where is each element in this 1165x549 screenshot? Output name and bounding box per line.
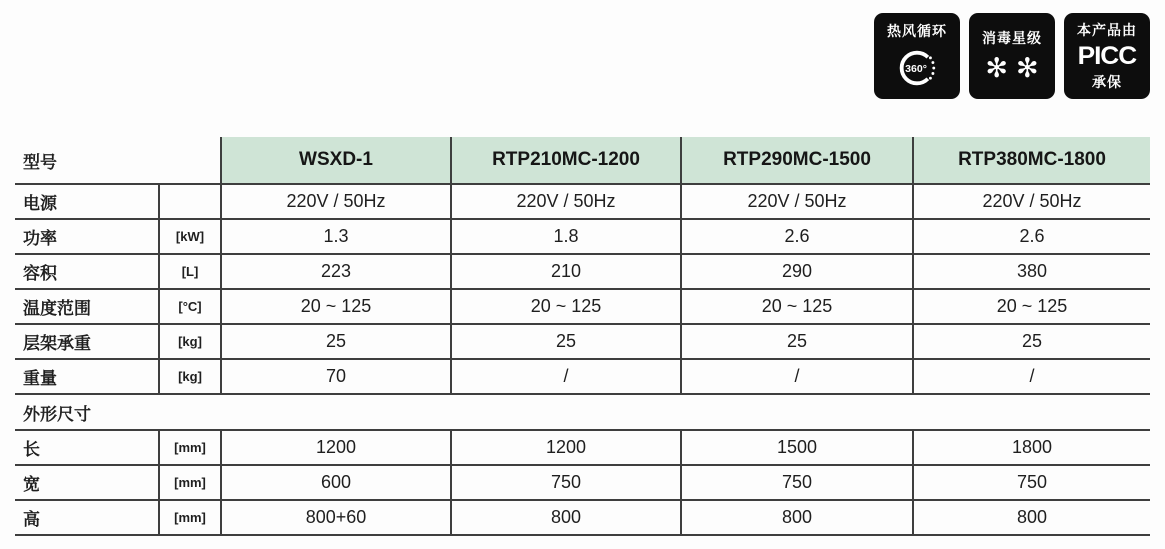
row-unit: [mm] (158, 431, 220, 464)
table-row-shelf-load (15, 325, 1150, 360)
row-label: 长 (23, 440, 40, 459)
360-degree-icon (894, 45, 940, 91)
row-unit: [mm] (158, 466, 220, 499)
table-header-row (15, 137, 1150, 185)
badge-hot-air-label: 热风循环 (887, 23, 947, 39)
cell-value: 25 (680, 325, 912, 358)
table-row-length (15, 431, 1150, 466)
table-row-power-supply (15, 185, 1150, 220)
cell-value: / (680, 360, 912, 393)
cell-value: 2.6 (680, 220, 912, 253)
table-row-width (15, 466, 1150, 501)
spec-table (15, 137, 1150, 536)
row-label: 容积 (23, 264, 57, 283)
model-column-header: RTP380MC-1800 (912, 137, 1150, 183)
row-unit (158, 185, 220, 218)
badge-disinfection-star (969, 13, 1055, 99)
cell-value: 1200 (220, 431, 450, 464)
table-row-power (15, 220, 1150, 255)
row-unit: [kg] (158, 325, 220, 358)
row-label: 宽 (23, 475, 40, 494)
row-unit: [L] (158, 255, 220, 288)
cell-value: 750 (450, 466, 680, 499)
certification-badge-strip (874, 13, 1150, 99)
cell-value: 25 (450, 325, 680, 358)
cell-value: 750 (912, 466, 1150, 499)
cell-value: / (450, 360, 680, 393)
cell-value: 380 (912, 255, 1150, 288)
table-row-weight (15, 360, 1150, 395)
cell-value: 210 (450, 255, 680, 288)
picc-bottom-label: 承保 (1092, 74, 1122, 90)
picc-logo: PICC (1077, 42, 1137, 70)
row-label: 高 (23, 510, 40, 529)
badge-hot-air-circulation (874, 13, 960, 99)
cell-value: 25 (912, 325, 1150, 358)
cell-value: 20 ~ 125 (680, 290, 912, 323)
cell-value: 1.8 (450, 220, 680, 253)
row-label: 层架承重 (23, 334, 91, 353)
cell-value: 1800 (912, 431, 1150, 464)
table-row-height (15, 501, 1150, 536)
cell-value: 800 (680, 501, 912, 534)
section-title: 外形尺寸 (23, 404, 91, 424)
cell-value: 25 (220, 325, 450, 358)
model-column-header: WSXD-1 (220, 137, 450, 183)
cell-value: 1200 (450, 431, 680, 464)
row-label: 功率 (23, 229, 57, 248)
cell-value: 600 (220, 466, 450, 499)
cell-value: 220V / 50Hz (450, 185, 680, 218)
header-model-label: 型号 (23, 152, 57, 172)
cell-value: 1.3 (220, 220, 450, 253)
row-unit: [kg] (158, 360, 220, 393)
table-section-dimensions (15, 395, 1150, 431)
cell-value: 223 (220, 255, 450, 288)
table-row-volume (15, 255, 1150, 290)
row-label: 重量 (23, 369, 57, 388)
cell-value: 70 (220, 360, 450, 393)
cell-value: 220V / 50Hz (680, 185, 912, 218)
model-column-header: RTP290MC-1500 (680, 137, 912, 183)
model-column-header: RTP210MC-1200 (450, 137, 680, 183)
badge-disinfection-label: 消毒星级 (982, 29, 1042, 46)
cell-value: 800 (450, 501, 680, 534)
cell-value: 20 ~ 125 (450, 290, 680, 323)
cell-value: 20 ~ 125 (220, 290, 450, 323)
cell-value: 2.6 (912, 220, 1150, 253)
row-unit: [°C] (158, 290, 220, 323)
cell-value: 290 (680, 255, 912, 288)
row-unit: [mm] (158, 501, 220, 534)
table-row-temperature-range (15, 290, 1150, 325)
row-label: 电源 (23, 194, 57, 213)
cell-value: 1500 (680, 431, 912, 464)
cell-value: 20 ~ 125 (912, 290, 1150, 323)
cell-value: 220V / 50Hz (220, 185, 450, 218)
badge-picc-insurance (1064, 13, 1150, 99)
snowflake-icon: ✻✻ (985, 52, 1047, 83)
cell-value: 750 (680, 466, 912, 499)
cell-value: 220V / 50Hz (912, 185, 1150, 218)
row-unit: [kW] (158, 220, 220, 253)
row-label: 温度范围 (23, 299, 91, 318)
cell-value: 800+60 (220, 501, 450, 534)
cell-value: / (912, 360, 1150, 393)
svg-text:360°: 360° (905, 62, 927, 75)
cell-value: 800 (912, 501, 1150, 534)
picc-top-label: 本产品由 (1077, 22, 1137, 38)
